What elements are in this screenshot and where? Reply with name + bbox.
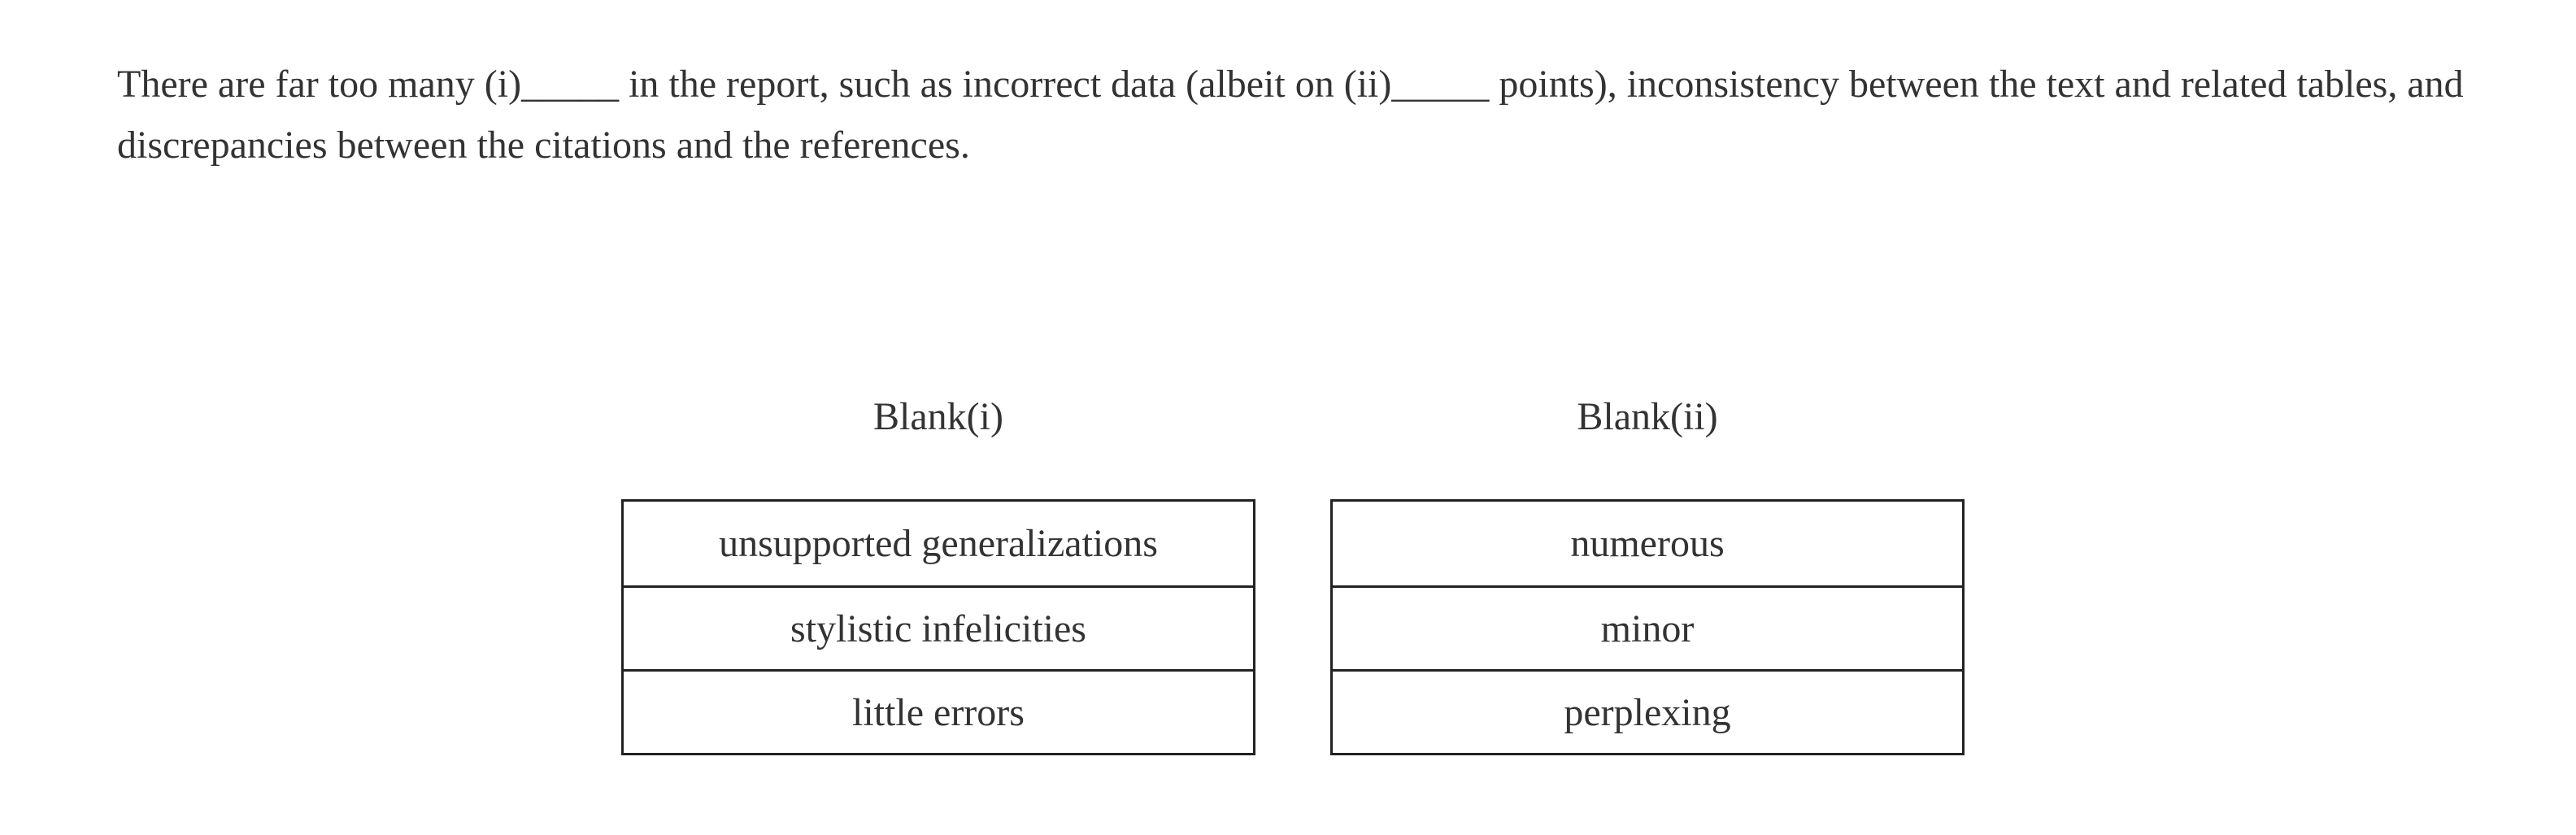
blank-ii-option-2[interactable]: minor	[1333, 585, 1962, 669]
blank-i-option-2[interactable]: stylistic infelicities	[624, 585, 1253, 669]
blank-ii-group	[1330, 381, 1965, 755]
blank-i-option-1[interactable]: unsupported generalizations	[624, 502, 1253, 585]
question-text: There are far too many (i)_____ in the report, such as incorrect data (albeit on (ii)_____ points), inconsistency between the text and related tables, and discrepancies between the citations and the references.	[117, 63, 2464, 167]
blank-i-option-3[interactable]: little errors	[624, 669, 1253, 753]
blank-i-header: Blank(i)	[873, 395, 1003, 438]
blank-ii-option-3[interactable]: perplexing	[1333, 669, 1962, 753]
blank-i-options	[621, 499, 1255, 755]
blank-i-group	[621, 381, 1255, 755]
blank-ii-header: Blank(ii)	[1577, 395, 1718, 438]
blank-ii-option-1[interactable]: numerous	[1333, 502, 1962, 585]
blank-ii-options	[1330, 499, 1965, 755]
